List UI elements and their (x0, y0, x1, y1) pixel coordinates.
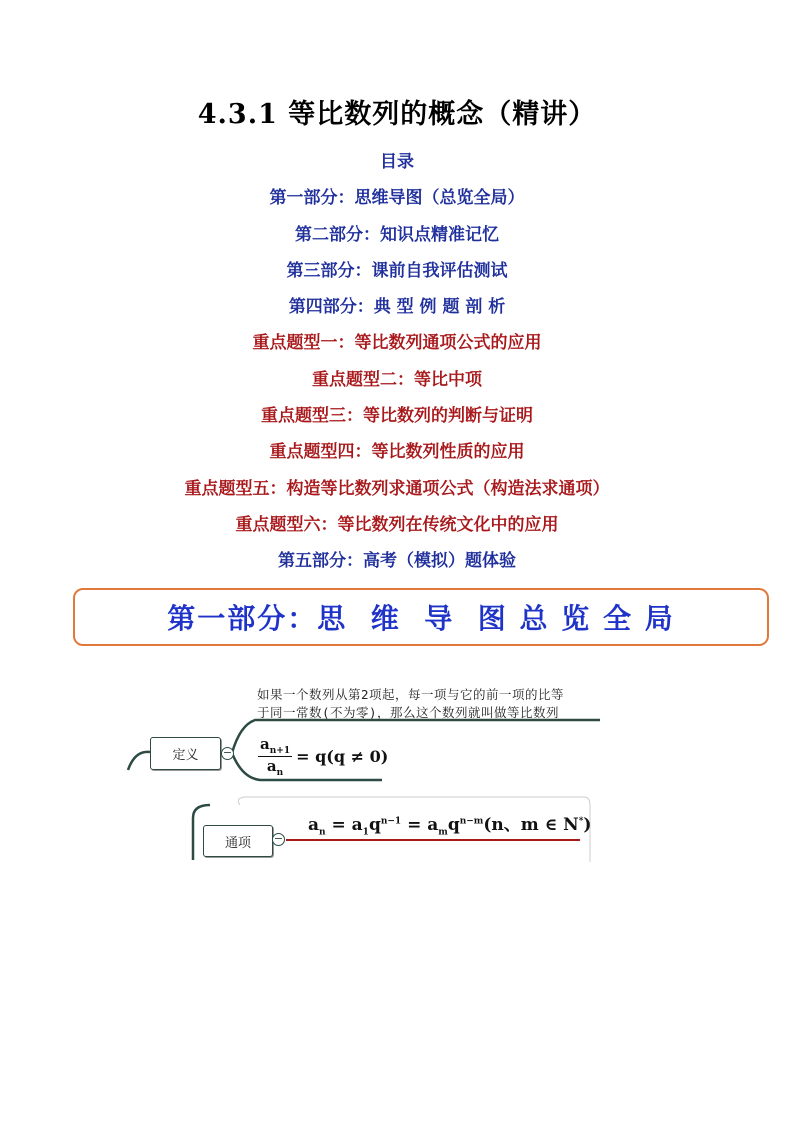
toc-item[interactable]: 重点题型三：等比数列的判断与证明 (261, 406, 533, 427)
formula-general-term: $a_n = a_1q^{n-1} = a_mq^{n-m}(n$、m ∈ N*) (308, 815, 592, 838)
node-definition[interactable]: 定义 (150, 737, 221, 770)
table-of-contents (0, 148, 794, 584)
toc-heading: 目录 (380, 152, 414, 172)
toc-item[interactable]: 重点题型一：等比数列通项公式的应用 (252, 333, 542, 354)
mind-map (120, 680, 600, 870)
toc-item[interactable]: 第四部分：典 型 例 题 剖 析 (288, 297, 506, 318)
section-title: 第一部分：思 维 导 图 总 览 全 局 (167, 602, 675, 635)
toc-item[interactable]: 第三部分：课前自我评估测试 (286, 260, 508, 281)
toc-item[interactable]: 第一部分：思维导图（总览全局） (269, 188, 525, 209)
formula-definition: $\frac{a_{n+1}}{a_n}$ = q(q ≠ 0) (260, 735, 389, 778)
toc-item[interactable]: 重点题型五：构造等比数列求通项公式（构造法求通项） (184, 478, 610, 499)
toc-item[interactable]: 重点题型四：等比数列性质的应用 (269, 442, 525, 463)
toc-item[interactable]: 重点题型二：等比中项 (312, 369, 482, 390)
collapse-toggle[interactable]: − (222, 746, 233, 759)
collapse-toggle[interactable]: − (273, 832, 284, 845)
definition-text: 如果一个数列从第2项起，每一项与它的前一项的比等 于同一常数(不为零)，那么这个数列就叫做等比数列 (257, 687, 565, 720)
toc-item[interactable]: 重点题型六：等比数列在传统文化中的应用 (235, 514, 559, 535)
node-general-term[interactable]: 通项 (203, 825, 273, 857)
toc-item[interactable]: 第五部分：高考（模拟）题体验 (278, 551, 516, 572)
section-banner (73, 588, 769, 646)
page-title: 4.3.1 等比数列的概念（精讲） (197, 99, 597, 130)
toc-item[interactable]: 第二部分：知识点精准记忆 (295, 224, 499, 245)
